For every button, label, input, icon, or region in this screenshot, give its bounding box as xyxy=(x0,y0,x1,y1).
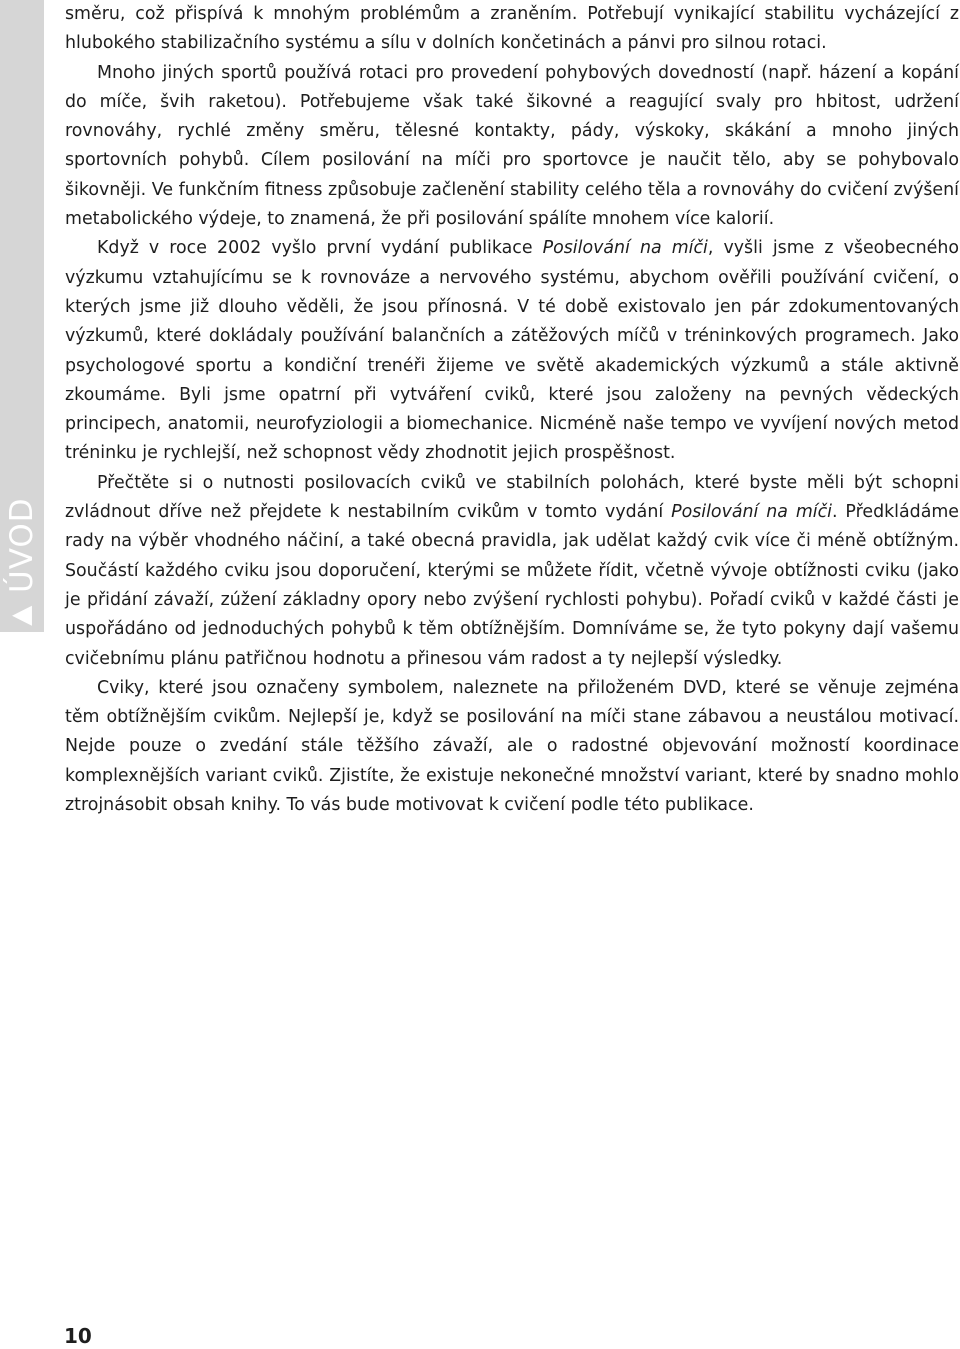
section-label-text: ÚVOD xyxy=(4,497,40,593)
page-number: 10 xyxy=(64,1324,92,1348)
paragraph-1: směru, což přispívá k mnohým problémům a zraněním. Potřebují vynikající stabilitu vycházející z hlubokého stabilizačního systému a sílu v dolních končetinách a pánvi pro silnou rotaci. xyxy=(65,4,959,54)
main-text xyxy=(65,0,959,820)
publication-title: Posilování na míči xyxy=(542,238,708,259)
section-tab xyxy=(0,0,44,632)
triangle-right-icon: ▶ xyxy=(7,601,37,632)
paragraph-4: Přečtěte si o nutnosti posilovacích cviků ve stabilních polohách, které byste měli být schopni zvládnout dříve než přejdete k nestabilním cvikům v tomto vydání Posilování na míči. Předkládáme rady na výběr vhodného náčiní, a také obecná pravidla, jak udělat každý cvik více či méně obtížným. Součástí každého cviku jsou doporučení, kterými se můžete řídit, včetně vývoje obtížnosti cviku (jako je přidání závaží, zúžení základny opory nebo zvýšení rychlosti pohybu). Pořadí cviků v každé části je uspořádáno od jednoduchých pohybů k těm obtížnějším. Domníváme se, že tyto pokyny dají vašemu cvičebnímu plánu patřičnou hodnotu a přinesou vám radost a ty nejlepší výsledky. xyxy=(65,472,959,669)
paragraph-3: Když v roce 2002 vyšlo první vydání publikace Posilování na míči, vyšli jsme z všeobecného výzkumu vztahujícímu se k rovnováze a nervového systému, abychom ověřili používání cvičení, o kterých jsme již dlouho věděli, že jsou přínosná. V té době existovalo jen pár zdokumentovaných výzkumů, které dokládaly používání balančních a zátěžových míčů v tréninkových programech. Jako psychologové sportu a kondiční trenéři žijeme ve světě akademických výzkumů a stále aktivně zkoumáme. Byli jsme opatrní při vytváření cviků, které jsou založeny na pevných vědeckých principech, anatomii, neurofyziologii a biomechanice. Nicméně naše tempo ve vyvíjení nových metod tréninku je rychlejší, než schopnost vědy zhodnotit jejich prospěšnost. xyxy=(65,238,959,464)
paragraph-2: Mnoho jiných sportů používá rotaci pro provedení pohybových dovedností (např. házení a kopání do míče, švih raketou). Potřebujeme však také šikovné a reagující svaly pro hbitost, udržení rovnováhy, rychlé změny směru, tělesné kontakty, pády, výskoky, skákání a mnoho jiných sportovních pohybů. Cílem posilování na míči pro sportovce je naučit tělo, aby se pohybovalo šikovněji. Ve funkčním fitness způsobuje začlenění stability celého těla a rovnováhy do cvičení zvýšení metabolického výdeje, to znamená, že při posilování spálíte mnohem více kalorií. xyxy=(65,62,959,230)
section-label xyxy=(2,496,42,632)
publication-title: Posilování na míči xyxy=(671,502,832,523)
paragraph-5: Cviky, které jsou označeny symbolem, naleznete na přiloženém DVD, které se věnuje zejména těm obtížnějším cvikům. Nejlepší je, když se posilování na míči stane zábavou a neustálou motivací. Nejde pouze o zvedání stále těžšího závaží, ale o radostné objevování možností koordinace komplexnějších variant cviků. Zjistíte, že existuje nekonečné množství variant, které by snadno mohlo ztrojnásobit obsah knihy. To vás bude motivovat k cvičení podle této publikace. xyxy=(65,677,959,816)
